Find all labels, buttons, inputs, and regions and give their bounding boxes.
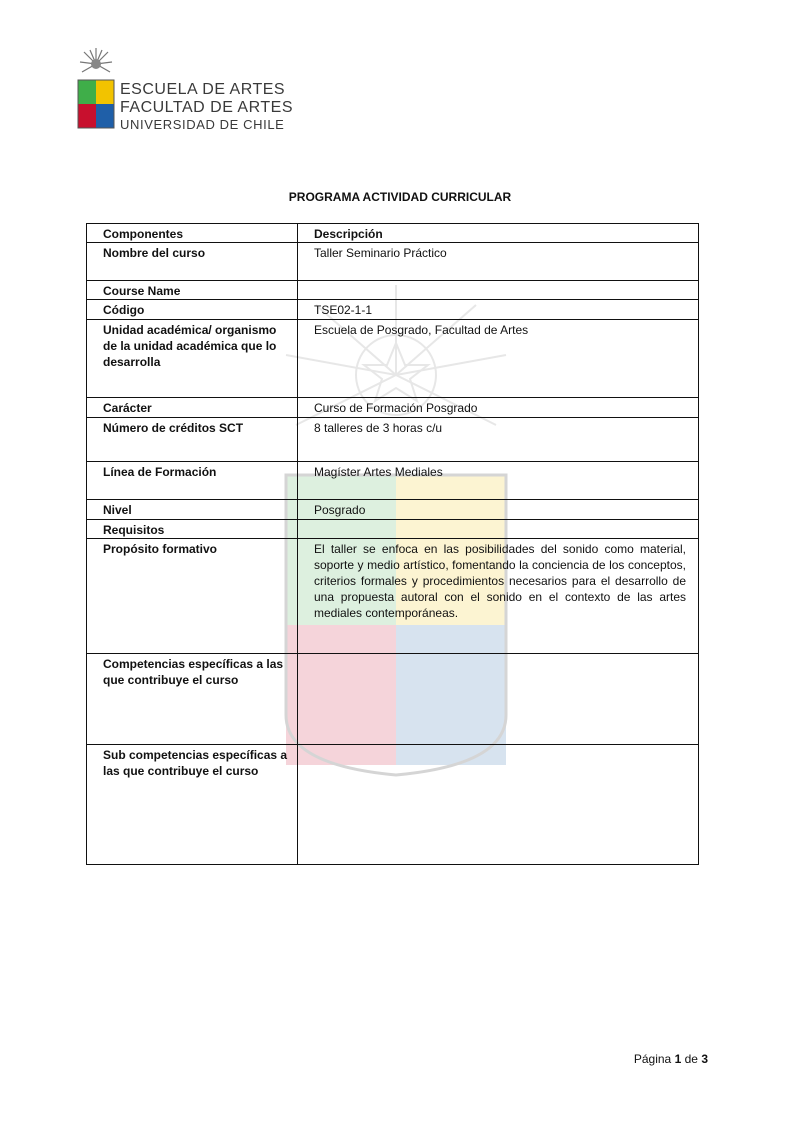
table-row <box>87 654 699 745</box>
row-label: Carácter <box>87 398 298 418</box>
logo-line-2: FACULTAD DE ARTES <box>120 99 293 116</box>
table-row <box>87 520 699 539</box>
table-row <box>87 500 699 520</box>
page-prefix: Página <box>633 1052 672 1066</box>
row-label: Número de créditos SCT <box>87 418 298 462</box>
table-row <box>87 243 699 281</box>
table-row <box>87 398 699 418</box>
row-label: Competencias específicas a las que contribuye el curso <box>87 654 298 745</box>
page-number <box>634 1052 708 1066</box>
row-value: TSE02-1-1 <box>298 300 699 320</box>
row-value <box>298 520 699 539</box>
row-label: Unidad académica/ organismo de la unidad académica que lo desarrolla <box>87 320 298 398</box>
table-row <box>87 300 699 320</box>
page-middle: de <box>684 1052 698 1066</box>
header-components: Componentes <box>87 224 298 243</box>
logo-text <box>120 82 293 131</box>
page-total: 3 <box>701 1052 708 1066</box>
curriculum-table <box>86 223 699 865</box>
row-label: Nombre del curso <box>87 243 298 281</box>
row-value: Posgrado <box>298 500 699 520</box>
table-row <box>87 462 699 500</box>
logo-line-3: UNIVERSIDAD DE CHILE <box>120 117 285 132</box>
row-value: Curso de Formación Posgrado <box>298 398 699 418</box>
logo-line-1: ESCUELA DE ARTES <box>120 81 286 98</box>
row-value: Taller Seminario Práctico <box>298 243 699 281</box>
table-row <box>87 320 699 398</box>
table-row <box>87 418 699 462</box>
page-current: 1 <box>674 1052 682 1066</box>
table-row <box>87 745 699 865</box>
row-value <box>298 654 699 745</box>
header-description: Descripción <box>298 224 699 243</box>
row-value: El taller se enfoca en las posibilidades del sonido como material, soporte y medio artístico, fomentando la conciencia de los conceptos, criterios formales y procedimientos necesarios para el desarrollo de una propuesta autoral con el sonido en el contexto de las artes mediales contemporáneas. <box>298 539 699 654</box>
row-label: Línea de Formación <box>87 462 298 500</box>
row-value: Magíster Artes Mediales <box>298 462 699 500</box>
table-header-row <box>87 224 699 243</box>
row-value <box>298 281 699 300</box>
row-label: Propósito formativo <box>87 539 298 654</box>
row-value <box>298 745 699 865</box>
table-row <box>87 539 699 654</box>
row-label: Nivel <box>87 500 298 520</box>
document-title: PROGRAMA ACTIVIDAD CURRICULAR <box>288 190 512 204</box>
row-label: Requisitos <box>87 520 298 539</box>
row-label: Course Name <box>87 281 298 300</box>
row-value: Escuela de Posgrado, Facultad de Artes <box>298 320 699 398</box>
row-value: 8 talleres de 3 horas c/u <box>298 418 699 462</box>
row-label: Código <box>87 300 298 320</box>
row-label: Sub competencias específicas a las que contribuye el curso <box>87 745 298 865</box>
table-row <box>87 281 699 300</box>
